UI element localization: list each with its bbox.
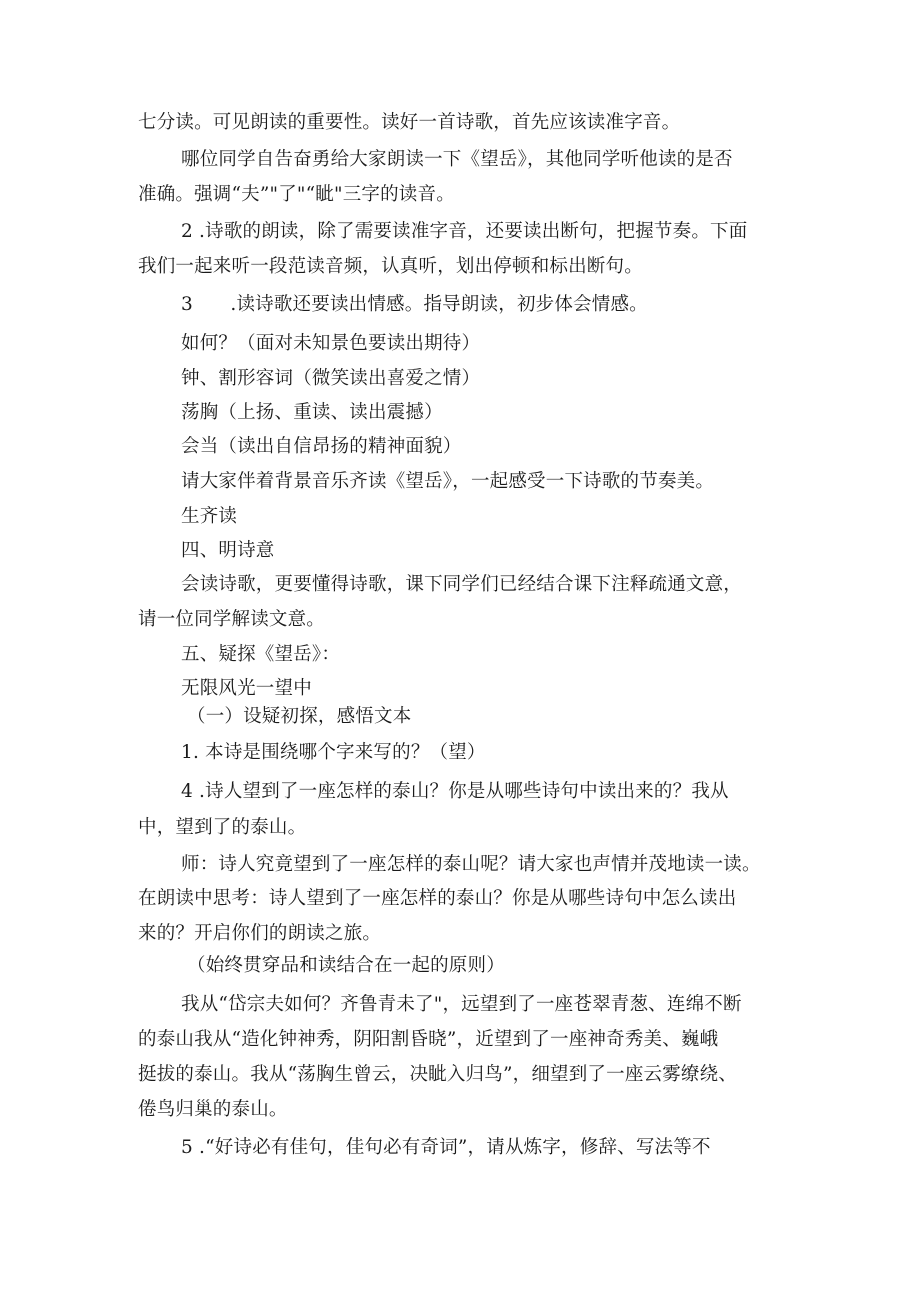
section-heading: 五、疑探《望岳》： <box>181 644 341 665</box>
text-line: 挺拔的泰山。我从“荡胸生曾云，决眦入归鸟”，细望到了一座云雾缭绕、 <box>138 1064 738 1085</box>
text-line: 中，望到了的泰山。 <box>138 817 307 838</box>
text-line: 我们一起来听一段范读音频，认真听，划出停顿和标出断句。 <box>138 256 643 277</box>
text-line: （始终贯穿品和读结合在一起的原则） <box>187 955 505 976</box>
text-line: 在朗读中思考：诗人望到了一座怎样的泰山？你是从哪些诗句中怎么读出 <box>138 888 737 909</box>
text-line: 无限风光一望中 <box>181 678 312 699</box>
text-line: 如何？（面对未知景色要读出期待） <box>181 333 481 354</box>
text-line: 3 .读诗歌还要读出情感。指导朗读，初步体会情感。 <box>181 294 648 315</box>
text-line: 准确。强调“夫”"了"“眦"三字的读音。 <box>138 184 455 205</box>
text-line: 我从“岱宗夫如何？齐鲁青未了"，远望到了一座苍翠青葱、连绵不断 <box>181 994 742 1015</box>
text-line: 钟、割形容词（微笑读出喜爱之情） <box>181 368 481 389</box>
text-line: 哪位同学自告奋勇给大家朗读一下《望岳》，其他同学听他读的是否 <box>181 149 733 170</box>
text-line: 5 .“好诗必有佳句，佳句必有奇词”，请从炼字，修辞、写法等不 <box>181 1137 711 1158</box>
subsection-heading: （一）设疑初探，感悟文本 <box>187 706 412 727</box>
text-line: 生齐读 <box>181 506 238 527</box>
text-line: 2 .诗歌的朗读，除了需要读准字音，还要读出断句，把握节奏。下面 <box>181 221 748 242</box>
text-line: 荡胸（上扬、重读、读出震撼） <box>181 402 443 423</box>
text-line: 请一位同学解读文意。 <box>138 609 326 630</box>
text-line: 的泰山我从“造化钟神秀，阴阳割昏晓”，近望到了一座神奇秀美、巍峨 <box>138 1029 719 1050</box>
section-heading: 四、明诗意 <box>181 540 275 561</box>
text-line: 来的？开启你们的朗读之旅。 <box>138 923 382 944</box>
text-line: 师：诗人究竟望到了一座怎样的泰山呢？请大家也声情并茂地读一读。 <box>181 854 761 875</box>
text-line: 会读诗歌，更要懂得诗歌，课下同学们已经结合课下注释疏通文意， <box>181 574 743 595</box>
text-line: 请大家伴着背景音乐齐读《望岳》，一起感受一下诗歌的节奏美。 <box>181 471 715 492</box>
text-line: 1. 本诗是围绕哪个字来写的？（望） <box>181 742 486 763</box>
text-line: 倦鸟归巢的泰山。 <box>138 1099 288 1120</box>
text-line: 七分读。可见朗读的重要性。读好一首诗歌，首先应该读准字音。 <box>138 112 681 133</box>
text-line: 会当（读出自信昂扬的精神面貌） <box>181 436 462 457</box>
text-line: 4 .诗人望到了一座怎样的泰山？你是从哪些诗句中读出来的？我从 <box>181 781 729 802</box>
